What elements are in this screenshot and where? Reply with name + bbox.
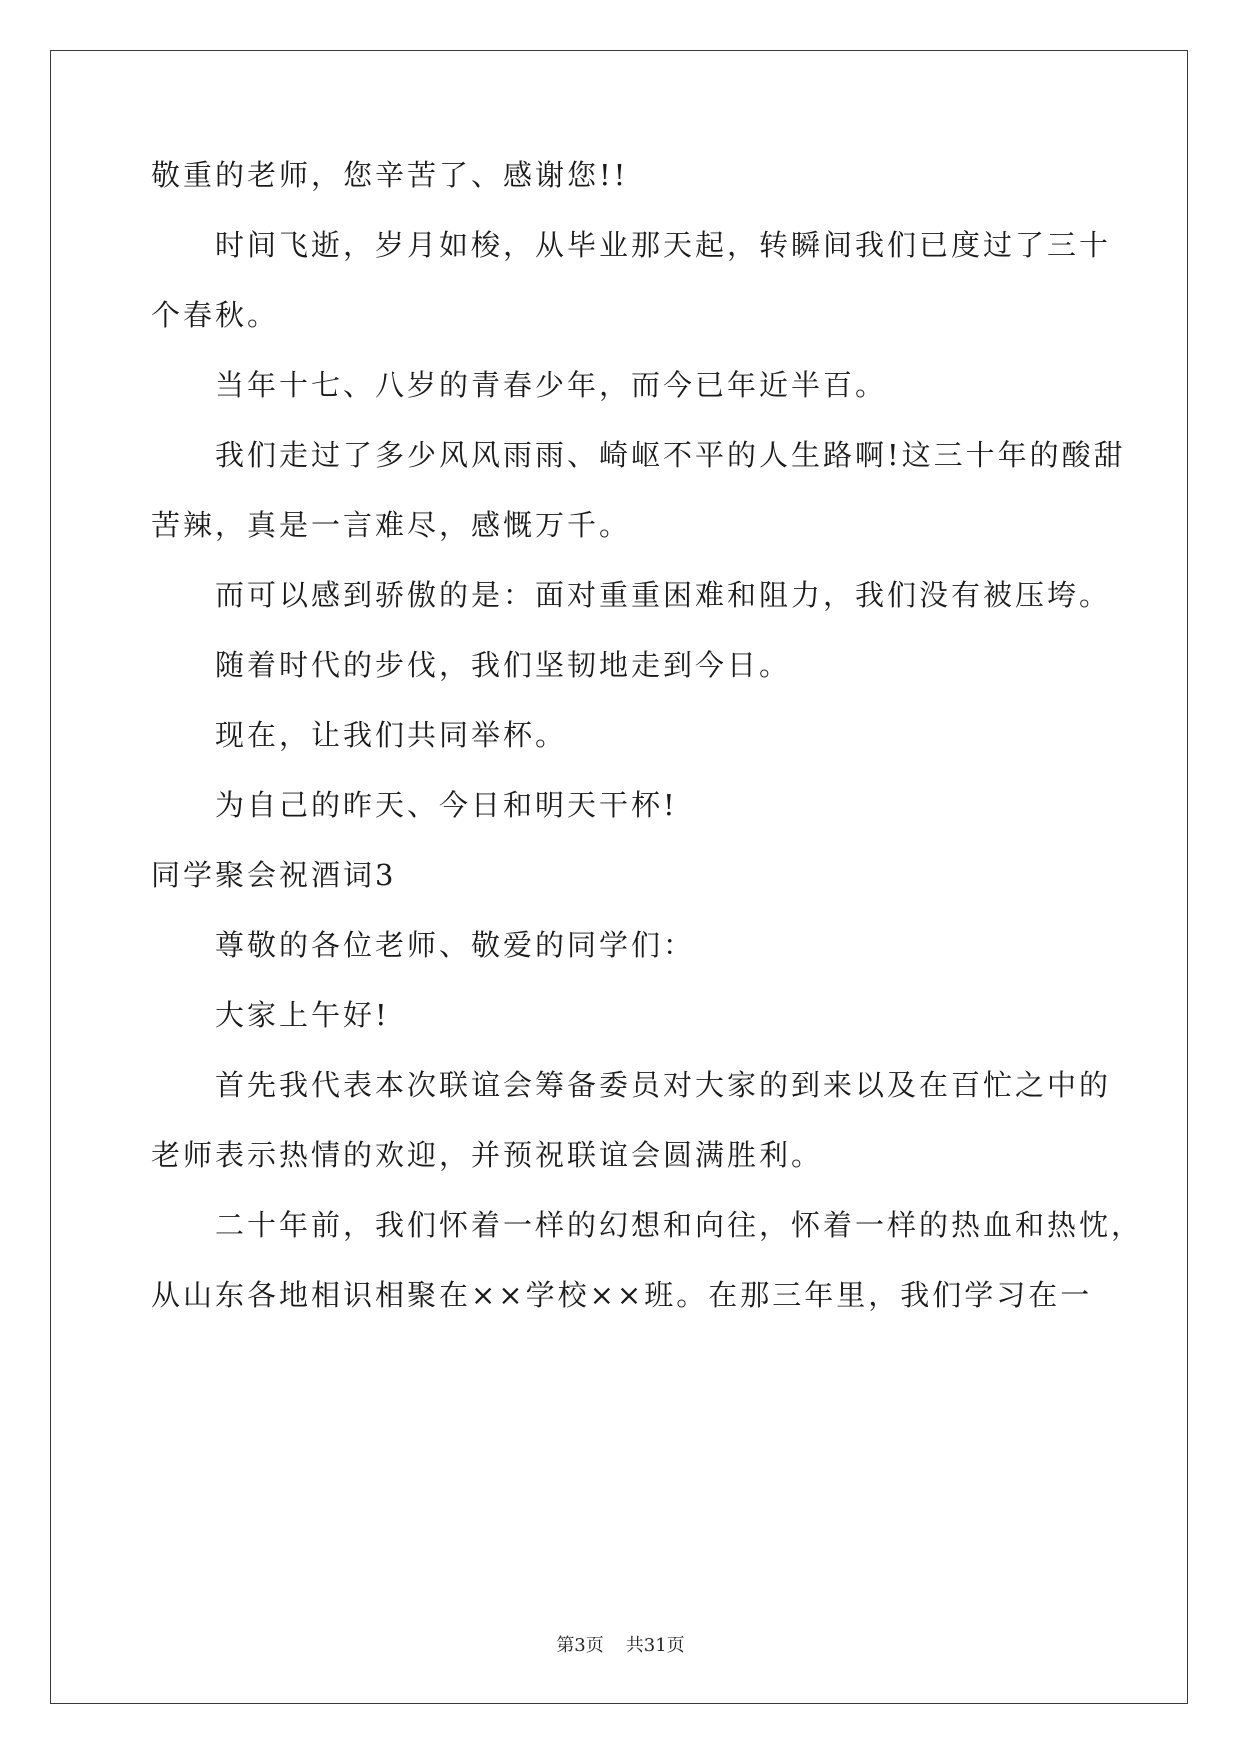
paragraph-line: 随着时代的步伐，我们坚韧地走到今日。 [215, 648, 792, 682]
page-footer [0, 1634, 1241, 1658]
section-heading: 同学聚会祝酒词3 [151, 858, 397, 892]
paragraph-line: 个春秋。 [151, 298, 280, 332]
paragraph-line: 老师表示热情的欢迎，并预祝联谊会圆满胜利。 [151, 1138, 824, 1172]
paragraph-line: 时间飞逝，岁月如梭，从毕业那天起，转瞬间我们已度过了三十 [215, 228, 1112, 262]
paragraph-line: 尊敬的各位老师、敬爱的同学们： [215, 928, 696, 962]
page-total: 共31页 [625, 1635, 685, 1656]
paragraph-line: 我们走过了多少风风雨雨、崎岖不平的人生路啊!这三十年的酸甜 [215, 438, 1126, 472]
paragraph-line: 从山东各地相识相聚在××学校××班。在那三年里，我们学习在一 [151, 1278, 1093, 1312]
paragraph-line: 敬重的老师，您辛苦了、感谢您!! [151, 158, 629, 192]
paragraph-line: 为自己的昨天、今日和明天干杯! [215, 788, 678, 822]
paragraph-line: 大家上午好! [215, 998, 390, 1032]
paragraph-line: 首先我代表本次联谊会筹备委员对大家的到来以及在百忙之中的 [215, 1068, 1112, 1102]
paragraph-line: 而可以感到骄傲的是：面对重重困难和阻力，我们没有被压垮。 [215, 578, 1112, 612]
paragraph-line: 苦辣，真是一言难尽，感慨万千。 [151, 508, 632, 542]
page-number: 第3页 [556, 1635, 604, 1656]
paragraph-line: 现在，让我们共同举杯。 [215, 718, 568, 752]
paragraph-line: 当年十七、八岁的青春少年，而今已年近半百。 [215, 368, 888, 402]
paragraph-line: 二十年前，我们怀着一样的幻想和向往，怀着一样的热血和热忱， [215, 1208, 1144, 1242]
